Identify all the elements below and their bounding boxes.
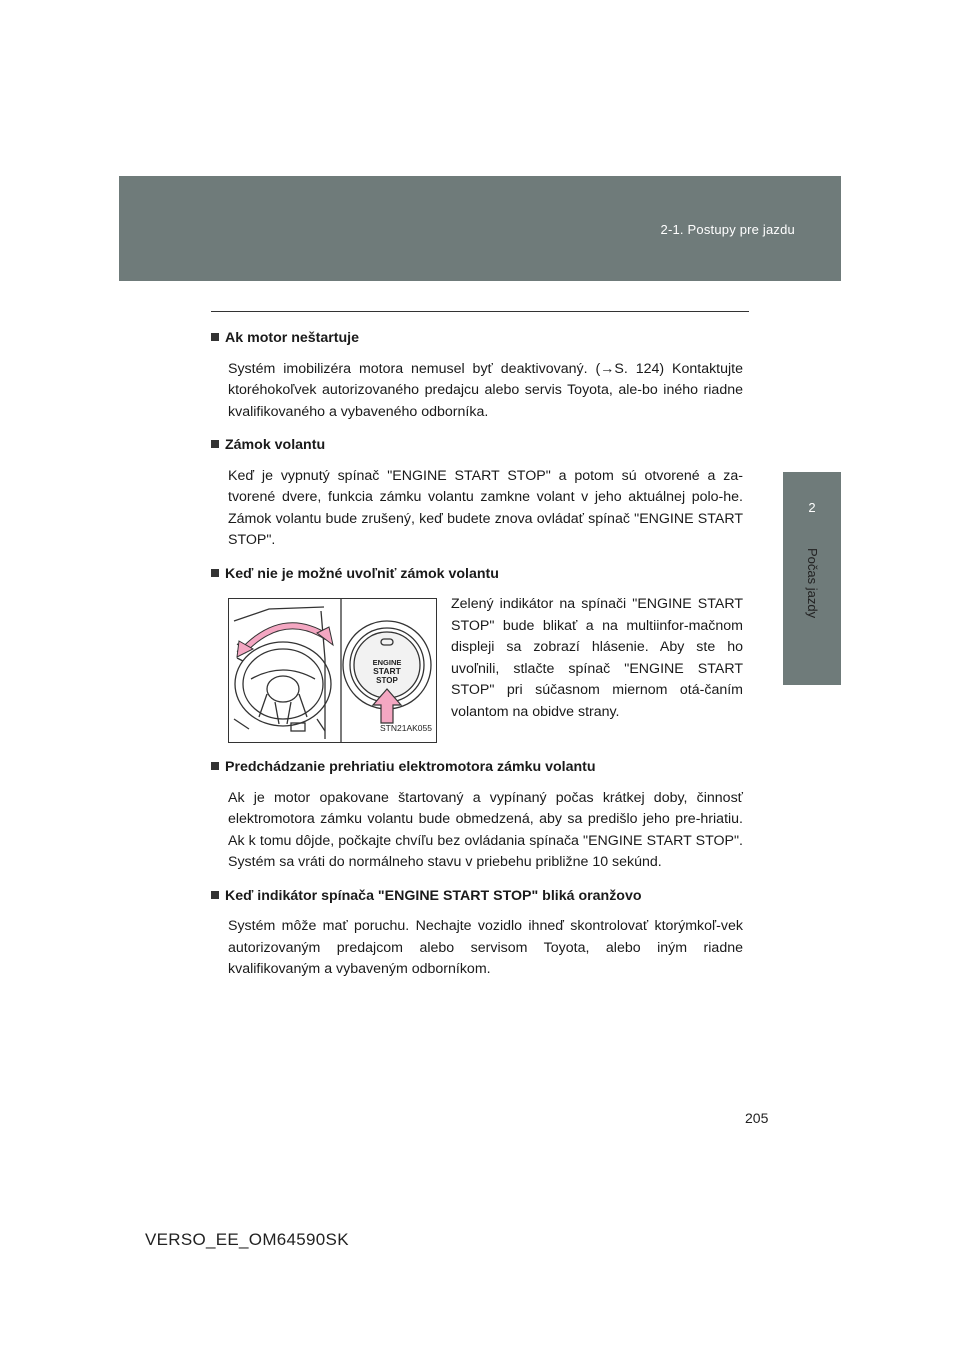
button-line-engine: ENGINE — [372, 658, 402, 667]
section-text: Systém môže mať poruchu. Nechajte vozidlo ihneď skontrolovať ktorýmkoľ-vek autorizovaným predajcom alebo servisom Toyota, alebo iným riadne kvalifikovaným a vybaveným odborníkom. — [228, 918, 743, 977]
button-line-stop: STOP — [376, 676, 398, 685]
section-text: Systém imobilizéra motora nemusel byť deaktivovaný. (→S. 124) Kontaktujte ktoréhokoľvek autorizovaného predajcu alebo servis Toyota, ale-bo iného riadne kvalifikovaného a vybaveného odborníka. — [228, 360, 743, 420]
chapter-number: 2 — [808, 500, 816, 515]
figure-row — [228, 594, 743, 743]
chapter-label: Počas jazdy — [805, 548, 820, 619]
chapter-label-wrap — [783, 548, 841, 698]
square-bullet-icon — [211, 333, 219, 341]
section-heading: Keď nie je možné uvoľniť zámok volantu — [211, 564, 743, 586]
section-text: Ak je motor opakovane štartovaný a vypínaný počas krátkej doby, činnosť elektromotora zámku volantu bude obmedzená, aby sa predišlo jeho pre-hriatiu. Ak k tomu dôjde, počkajte chvíľu bez ovládania spínača "ENGINE START STOP". Systém sa vráti do normálneho stavu v priebehu približne 10 sekúnd. — [228, 789, 743, 870]
page-number: 205 — [745, 1110, 769, 1126]
section-heading: Ak motor neštartuje — [211, 328, 743, 350]
document-code: VERSO_EE_OM64590SK — [145, 1230, 349, 1249]
steering-lock-illustration — [228, 598, 437, 743]
section-heading: Keď indikátor spínača "ENGINE START STOP" bliká oranžovo — [211, 886, 743, 908]
top-rule — [211, 311, 749, 312]
section-text: Keď je vypnutý spínač "ENGINE START STOP" a potom sú otvorené a za-tvorené dvere, funkcia zámku volantu zamkne volant v jeho aktuálnej polo-he. Zámok volantu bude zrušený, keď budete znova ovládať spínač "ENGINE START STOP". — [228, 467, 743, 548]
section-title: 2-1. Postupy pre jazdu — [660, 222, 795, 237]
content — [211, 328, 743, 993]
header-band — [119, 176, 841, 281]
square-bullet-icon — [211, 569, 219, 577]
square-bullet-icon — [211, 891, 219, 899]
square-bullet-icon — [211, 762, 219, 770]
button-line-start: START — [373, 666, 401, 676]
section-text: Zelený indikátor na spínači "ENGINE START STOP" bude blikať a na multiinfor-mačnom displeji sa zobrazí hlásenie. Aby ste ho uvoľnili, stlačte spínač "ENGINE START STOP" pri súčasnom miernom otá-čaním volantom na obidve strany. — [451, 596, 743, 720]
figure-code: STN21AK055 — [380, 722, 432, 733]
section-heading: Predchádzanie prehriatiu elektromotora zámku volantu — [211, 757, 743, 779]
square-bullet-icon — [211, 440, 219, 448]
section-heading: Zámok volantu — [211, 435, 743, 457]
